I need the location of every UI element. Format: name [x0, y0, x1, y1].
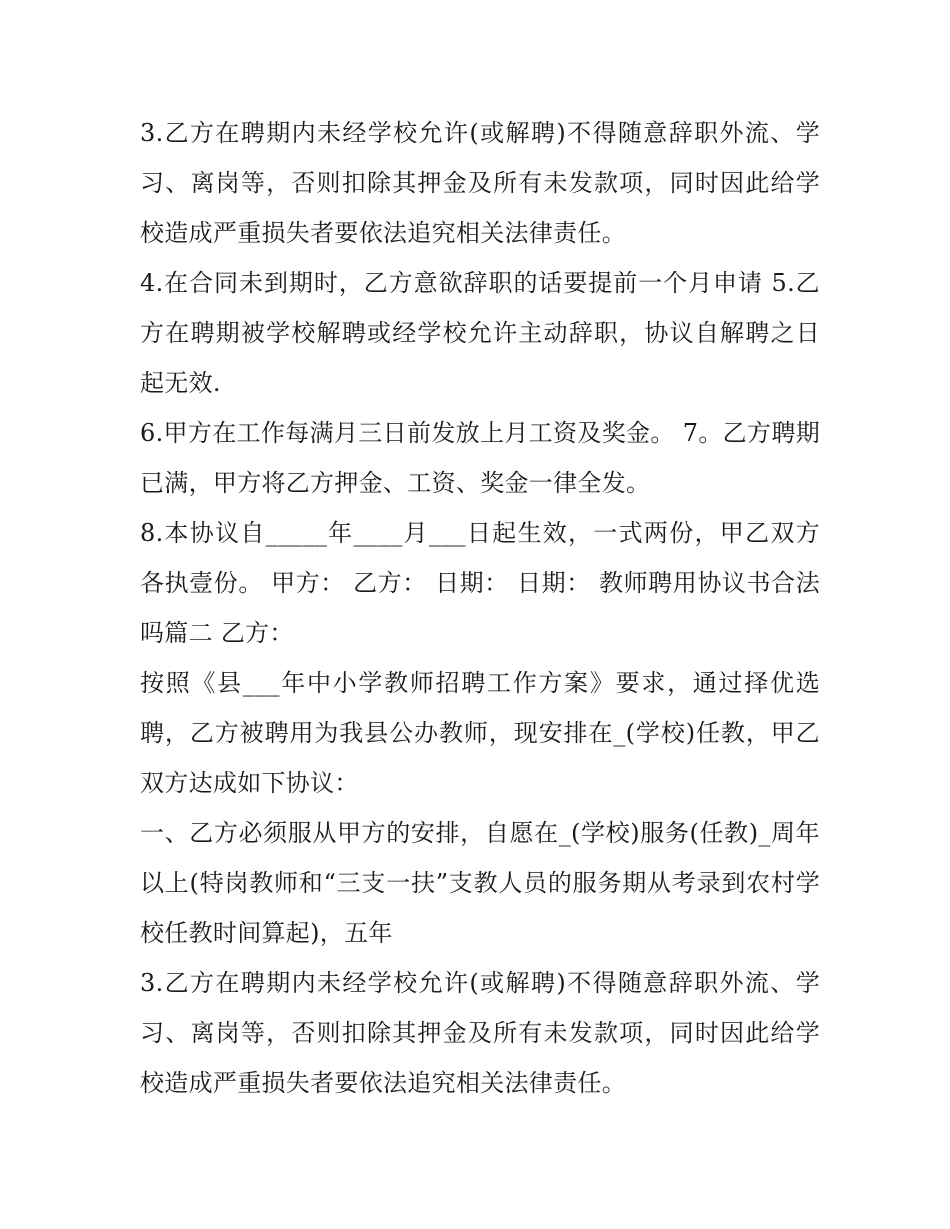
- document-body: [140, 108, 820, 1108]
- paragraph-preamble: 按照《县___年中小学教师招聘工作方案》要求，通过择优选聘，乙方被聘用为我县公办教师，现安排在_(学校)任教，甲乙双方达成如下协议：: [140, 669, 820, 797]
- paragraph-clause-8-signatures: 8.本协议自_____年____月___日起生效，一式两份，甲乙双方各执壹份。 甲方： 乙方： 日期： 日期： 教师聘用协议书合法吗篇二 乙方：: [140, 519, 820, 647]
- paragraph-article-1: 一、乙方必须服从甲方的安排，自愿在_(学校)服务(任教)_周年以上(特岗教师和“三支一扶”支教人员的服务期从考录到农村学校任教时间算起)，五年: [140, 819, 820, 947]
- paragraph-clause-4-5: 4.在合同未到期时，乙方意欲辞职的话要提前一个月申请 5.乙方在聘期被学校解聘或经学校允许主动辞职，协议自解聘之日起无效.: [140, 269, 820, 397]
- paragraph-clause-3: 3.乙方在聘期内未经学校允许(或解聘)不得随意辞职外流、学习、离岗等，否则扣除其押金及所有未发款项，同时因此给学校造成严重损失者要依法追究相关法律责任。: [140, 119, 820, 247]
- paragraph-clause-3-repeat: 3.乙方在聘期内未经学校允许(或解聘)不得随意辞职外流、学习、离岗等，否则扣除其押金及所有未发款项，同时因此给学校造成严重损失者要依法追究相关法律责任。: [140, 969, 820, 1097]
- paragraph-clause-6-7: 6.甲方在工作每满月三日前发放上月工资及奖金。 7。乙方聘期已满，甲方将乙方押金、工资、奖金一律全发。: [140, 419, 820, 497]
